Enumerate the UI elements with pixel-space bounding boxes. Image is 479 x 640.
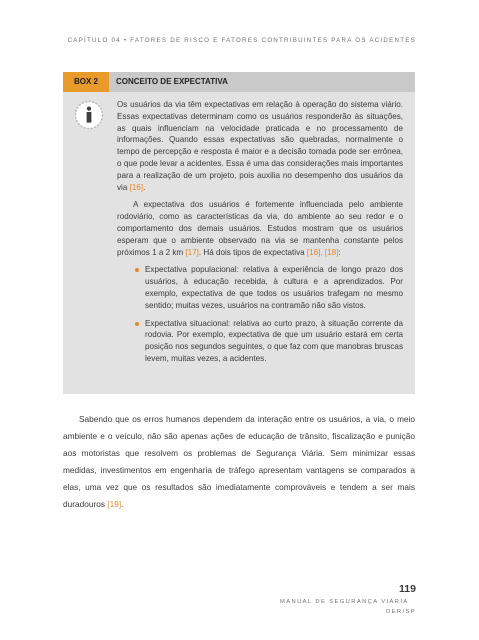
info-icon — [74, 100, 104, 130]
box-header — [63, 72, 415, 92]
expectation-list — [117, 264, 403, 364]
box-paragraph: A expectativa dos usuários é fortemente influenciada pelo ambiente rodoviário, como as características da via, do ambiente ao seu redor e o comportamento dos demais usuários. Estudos mostram que os usuários esperam que o ambiente observado na via se mantenha constante pelos próximos 1 a 2 km [17]. Há dois tipos de expectativa [16], [18]: — [117, 200, 403, 257]
info-box — [63, 72, 415, 394]
body-text — [63, 411, 415, 512]
running-head: CAPÍTULO 04 • FATORES DE RISCO E FATORES CONTRIBUINTES PARA OS ACIDENTES — [67, 37, 416, 44]
citation-link[interactable]: [16], [18] — [306, 247, 339, 257]
list-item: Expectativa situacional: relativa ao curto prazo, à situação corrente da rodovia. Por exemplo, expectativa de que um usuário estará em certa posição nos segundos seguintes, o que faz com que manobras bruscas levem, muitas vezes, a acidentes. — [135, 318, 403, 365]
footer-title: MANUAL DE SEGURANÇA VIÁRIA — [280, 599, 409, 605]
citation-link[interactable]: [19] — [107, 498, 122, 509]
box-title: CONCEITO DE EXPECTATIVA — [109, 72, 415, 92]
list-item: Expectativa populacional: relativa à experiência de longo prazo dos usuários, à educação recebida, à cultura e a aprendizados. Por exemplo, expectativa de que todos os usuários trafegam no mesmo sentido; muitas vezes, usuários na contramão não são vistos. — [135, 264, 403, 311]
page-number: 119 — [399, 583, 416, 595]
citation-link[interactable]: [16] — [129, 182, 144, 192]
body-paragraph: Sabendo que os erros humanos dependem da interação entre os usuários, a via, o meio ambiente e o veículo, não são apenas ações de educação de trânsito, fiscalização e punição aos motoristas que resolvem os problemas de Segurança Viária. Sem minimizar essas medidas, investimentos em engenharia de tráfego apresentam vantagens se comparados a elas, uma vez que os resultados são imediatamente comprováveis e tendem a ser mais duradouros [19]. — [63, 414, 415, 509]
citation-link[interactable]: [17] — [185, 247, 199, 257]
box-paragraph: Os usuários da via têm expectativas em relação à operação do sistema viário. Essas expectativas determinam como os usuários responderão às situações, as quais influenciam na velocidade praticada e no processamento de informações. Quando essas expectativas são quebradas, normalmente o tempo de percepção e resposta é maior e a decisão tomada pode ser errônea, o que pode levar a acidentes. Essa é uma das considerações mais importantes para a realização de um projeto, pois auxilia no desempenho dos usuários da via [16]. — [117, 100, 403, 192]
box-body — [117, 99, 403, 371]
box-tag: BOX 2 — [63, 72, 109, 92]
org-name: DER/SP — [386, 609, 416, 615]
